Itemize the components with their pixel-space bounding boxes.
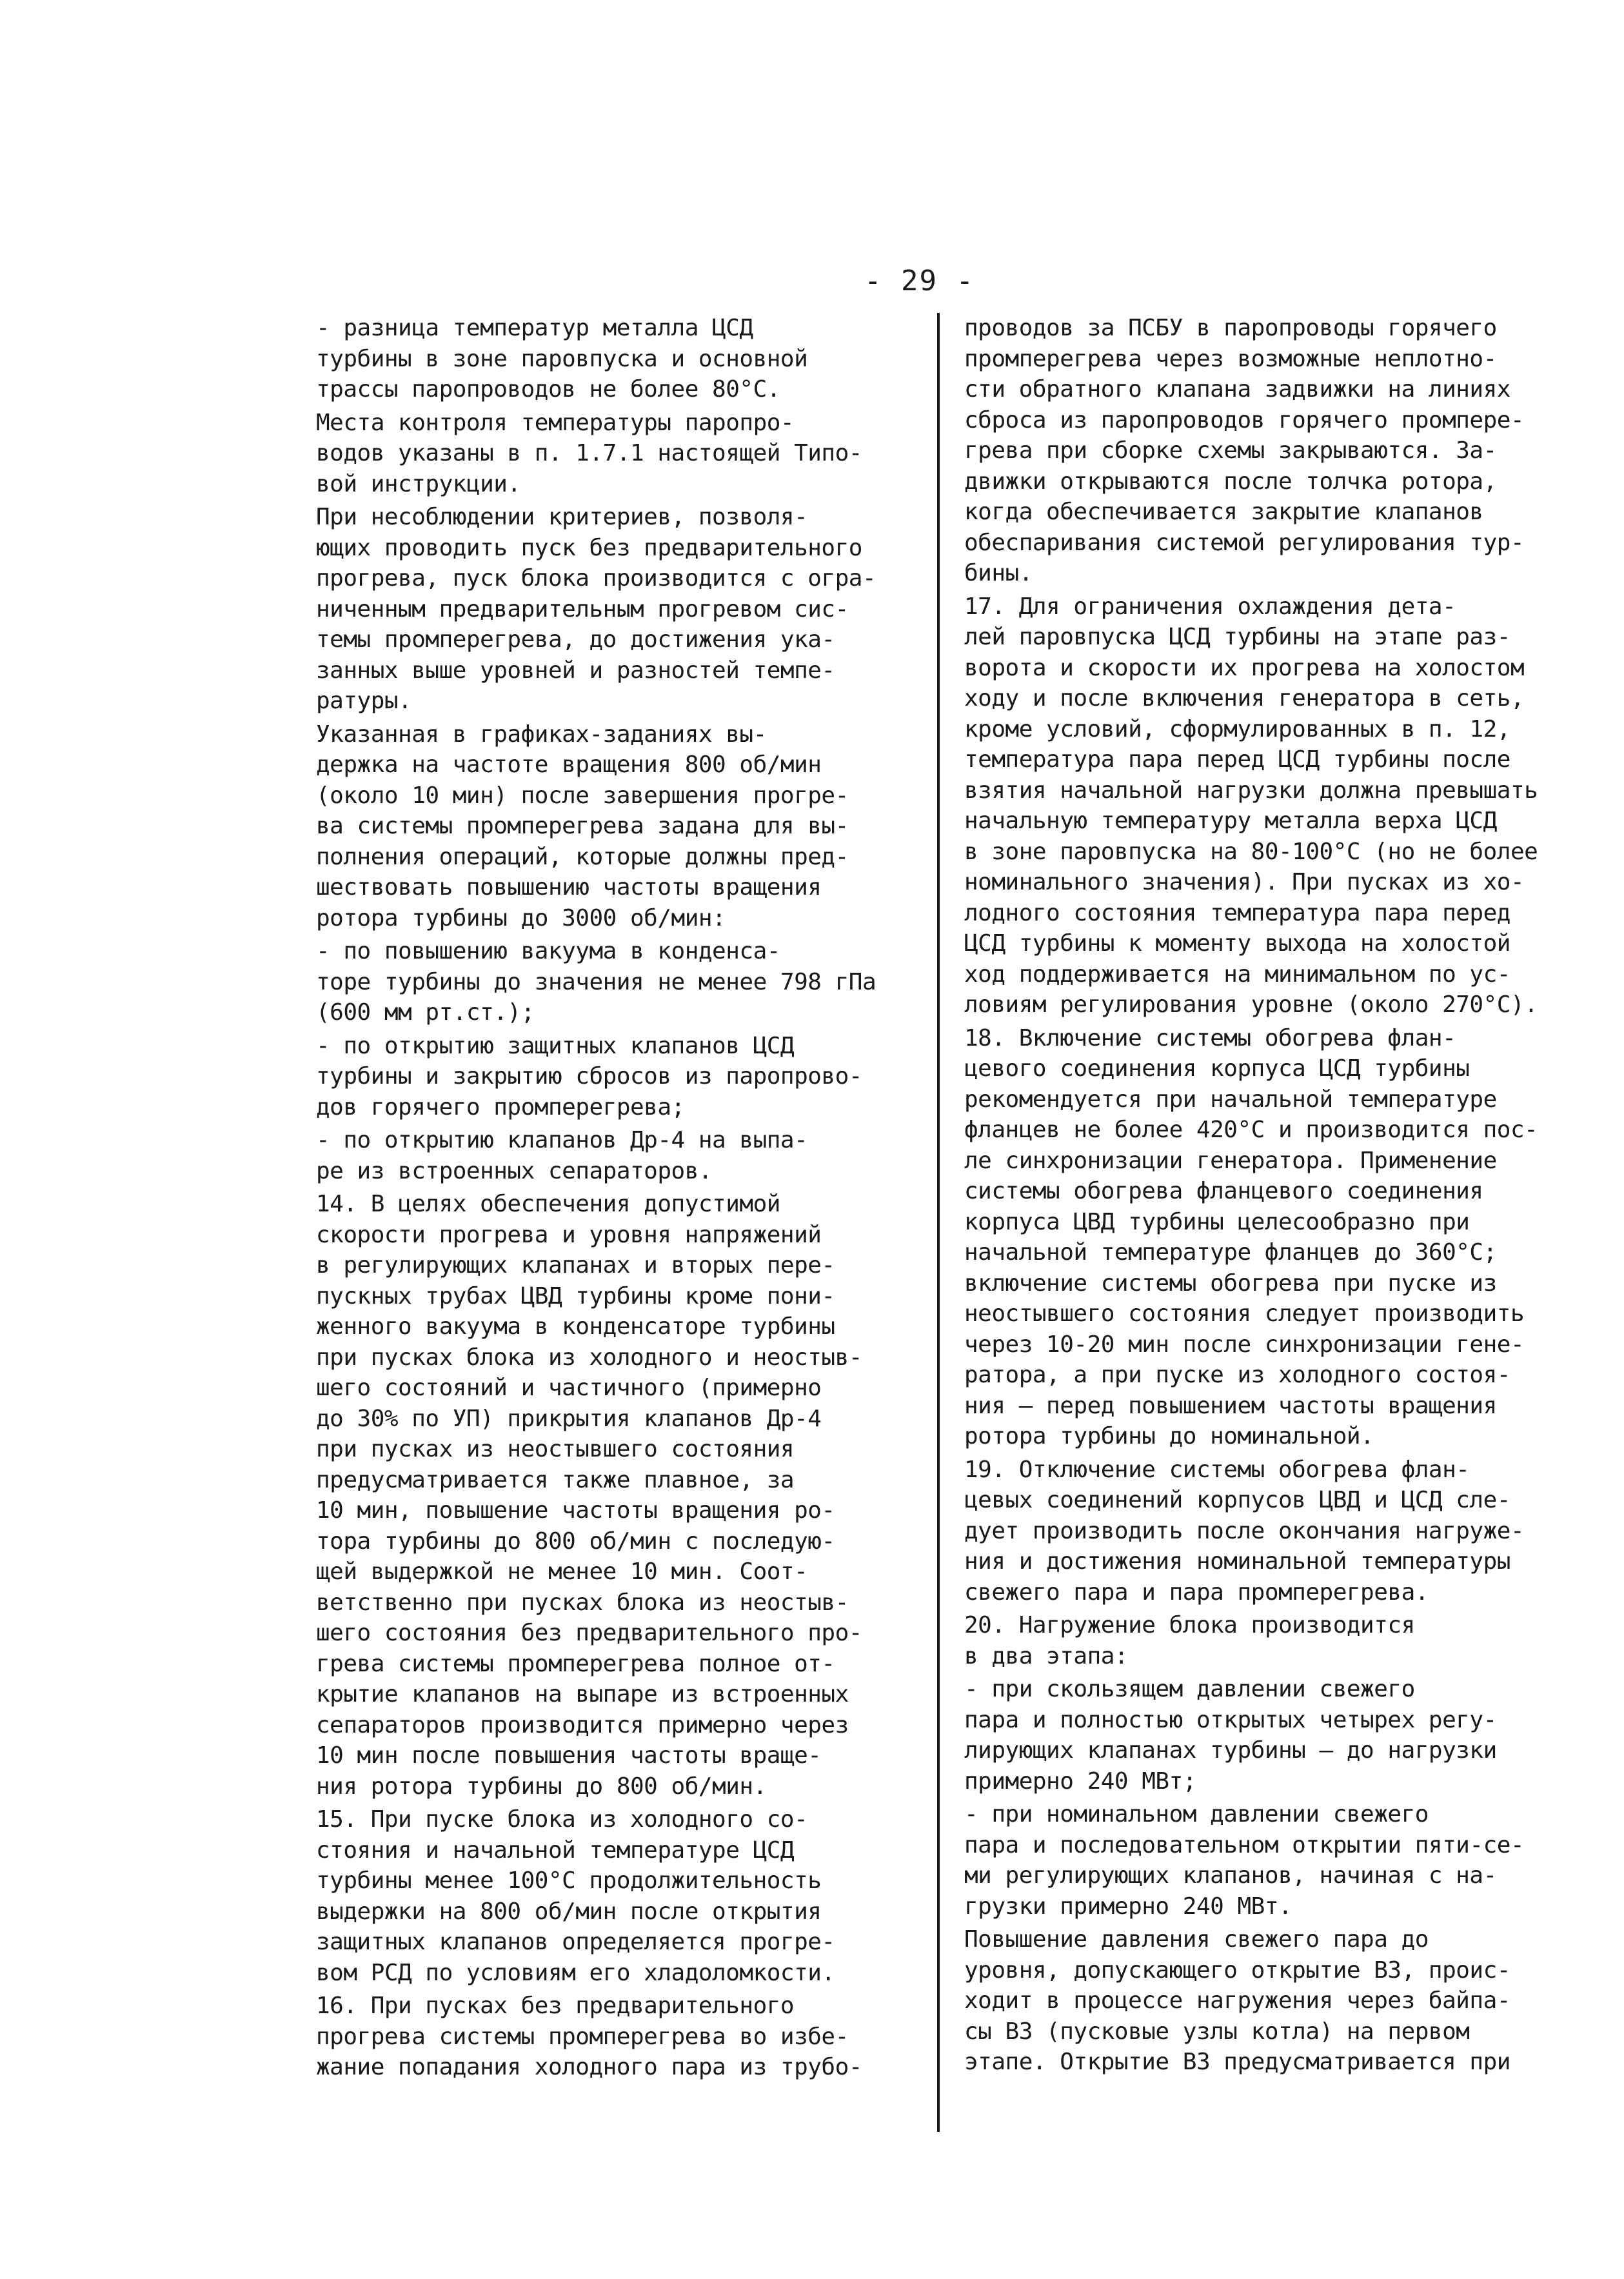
paragraph: [964, 313, 1596, 589]
text-line: ратора, а при пуске из холодного состоя-: [964, 1362, 1510, 1388]
text-line: занных выше уровней и разностей темпе-: [316, 657, 835, 684]
paragraph: [316, 313, 903, 405]
paragraph: [316, 1804, 903, 1988]
text-line: ми регулирующих клапанов, начиная с на-: [964, 1862, 1497, 1889]
text-line: свежего пара и пара промперегрева.: [964, 1578, 1429, 1606]
paragraph: [316, 1189, 903, 1802]
text-line: Указанная в графиках-заданиях вы-: [316, 721, 767, 748]
text-line: - при скользящем давлении свежего: [964, 1676, 1415, 1702]
text-line: шего состояния без предварительного про-: [316, 1620, 862, 1646]
text-line: в зоне паровпуска на 80-100°С (но не более: [964, 838, 1538, 865]
text-line: вом РСД по условиям его хладоломкости.: [316, 1959, 835, 1986]
text-line: ходит в процессе нагружения через байпа-: [964, 1987, 1510, 2014]
text-line: температура пара перед ЦСД турбины после: [964, 746, 1510, 773]
text-line: цевого соединения корпуса ЦСД турбины: [964, 1055, 1470, 1082]
text-line: 20. Нагружение блока производится: [964, 1612, 1415, 1638]
text-line: - при номинальном давлении свежего: [964, 1801, 1429, 1827]
text-line: ходу и после включения генератора в сеть,: [964, 685, 1525, 712]
text-line: лирующих клапанах турбины — до нагрузки: [964, 1737, 1497, 1764]
text-line: фланцев не более 420°С и производится пос-: [964, 1117, 1538, 1143]
text-line: примерно 240 МВт;: [964, 1767, 1196, 1795]
text-line: защитных клапанов определяется прогре-: [316, 1929, 835, 1955]
text-line: - по повышению вакуума в конденса-: [316, 938, 780, 964]
text-line: ния ротора турбины до 800 об/мин.: [316, 1773, 767, 1800]
text-line: жание попадания холодного пара из трубо-: [316, 2054, 862, 2080]
text-line: ротора турбины до 3000 об/мин:: [316, 904, 726, 931]
text-line: шествовать повышению частоты вращения: [316, 874, 822, 901]
paragraph: [964, 1799, 1596, 1922]
text-line: Места контроля температуры паропро-: [316, 409, 795, 436]
text-line: торе турбины до значения не менее 798 гПа: [316, 968, 876, 995]
text-line: через 10-20 мин после синхронизации гене-: [964, 1331, 1525, 1358]
paragraph: [964, 592, 1596, 1020]
text-line: грузки примерно 240 МВт.: [964, 1893, 1292, 1920]
paragraph: [316, 719, 903, 934]
text-line: предусматривается также плавное, за: [316, 1466, 795, 1493]
text-line: ле синхронизации генератора. Применение: [964, 1147, 1497, 1174]
text-line: турбины и закрытию сбросов из паропрово-: [316, 1063, 862, 1090]
text-line: ратуры.: [316, 688, 412, 714]
text-line: скорости прогрева и уровня напряжений: [316, 1221, 822, 1248]
text-line: лей паровпуска ЦСД турбины на этапе раз-: [964, 624, 1510, 650]
paragraph: [316, 408, 903, 500]
text-line: начальную температуру металла верха ЦСД: [964, 808, 1497, 834]
text-line: 18. Включение системы обогрева флан-: [964, 1024, 1456, 1051]
text-line: 16. При пусках без предварительного: [316, 1993, 795, 2019]
text-line: крытие клапанов на выпаре из встроенных: [316, 1681, 849, 1707]
text-line: 14. В целях обеспечения допустимой: [316, 1191, 780, 1217]
text-line: рекомендуется при начальной температуре: [964, 1086, 1497, 1113]
text-line: пара и полностью открытых четырех регу-: [964, 1706, 1497, 1733]
text-line: сти обратного клапана задвижки на линиях: [964, 376, 1510, 403]
text-line: - по открытию защитных клапанов ЦСД: [316, 1032, 795, 1059]
right-text-column: [964, 313, 1596, 2080]
text-line: (около 10 мин) после завершения прогре-: [316, 782, 849, 809]
text-line: ловиям регулирования уровне (около 270°С).: [964, 991, 1538, 1018]
text-line: в два этапа:: [964, 1642, 1129, 1669]
text-line: грева при сборке схемы закрываются. За-: [964, 437, 1497, 464]
text-line: ния — перед повышением частоты вращения: [964, 1392, 1497, 1419]
text-line: турбины менее 100°С продолжительность: [316, 1867, 822, 1894]
paragraph: [316, 1031, 903, 1123]
text-line: системы обогрева фланцевого соединения: [964, 1178, 1483, 1204]
text-line: тора турбины до 800 об/мин с последую-: [316, 1528, 835, 1555]
paragraph: [964, 1674, 1596, 1796]
text-line: корпуса ЦВД турбины целесообразно при: [964, 1208, 1470, 1235]
paragraph: [964, 1610, 1596, 1671]
text-line: выдержки на 800 об/мин после открытия: [316, 1898, 822, 1925]
text-line: движки открываются после толчка ротора,: [964, 468, 1497, 495]
text-line: неостывшего состояния следует производить: [964, 1300, 1525, 1327]
text-line: ре из встроенных сепараторов.: [316, 1157, 713, 1184]
text-line: взятия начальной нагрузки должна превышать: [964, 777, 1538, 804]
text-line: обеспаривания системой регулирования тур-: [964, 529, 1525, 556]
text-line: - разница температур металла ЦСД: [316, 315, 753, 341]
paragraph: [964, 1455, 1596, 1608]
text-line: кроме условий, сформулированных в п. 12,: [964, 715, 1510, 742]
text-line: включение системы обогрева при пуске из: [964, 1269, 1497, 1297]
text-line: При несоблюдении критериев, позволя-: [316, 504, 808, 530]
text-line: - по открытию клапанов Др-4 на выпа-: [316, 1127, 808, 1153]
text-line: стояния и начальной температуре ЦСД: [316, 1836, 795, 1864]
text-line: трассы паропроводов не более 80°С.: [316, 376, 780, 403]
text-line: ющих проводить пуск без предварительного: [316, 534, 862, 561]
column-divider: [937, 313, 940, 2132]
text-line: грева системы промперегрева полное от-: [316, 1650, 835, 1677]
text-line: дов горячего промперегрева;: [316, 1093, 685, 1120]
text-line: бины.: [964, 560, 1033, 586]
text-line: темы промперегрева, до достижения ука-: [316, 626, 835, 653]
paragraph: [316, 1991, 903, 2083]
text-line: до 30% по УП) прикрытия клапанов Др-4: [316, 1405, 822, 1432]
text-line: цевых соединений корпусов ЦВД и ЦСД сле-: [964, 1487, 1510, 1513]
page-number: - 29 -: [864, 264, 975, 297]
text-line: турбины в зоне паровпуска и основной: [316, 345, 808, 372]
text-line: когда обеспечивается закрытие клапанов: [964, 499, 1483, 525]
paragraph: [316, 502, 903, 717]
text-line: начальной температуре фланцев до 360°С;: [964, 1239, 1497, 1266]
text-line: ротора турбины до номинальной.: [964, 1423, 1374, 1449]
text-line: при пусках из неостывшего состояния: [316, 1436, 795, 1462]
text-line: 15. При пуске блока из холодного со-: [316, 1806, 808, 1833]
text-line: женного вакуума в конденсаторе турбины: [316, 1313, 835, 1340]
text-line: проводов за ПСБУ в паропроводы горячего: [964, 315, 1497, 341]
text-line: ва системы промперегрева задана для вы-: [316, 813, 849, 839]
text-line: держка на частоте вращения 800 об/мин: [316, 751, 822, 778]
text-line: уровня, допускающего открытие ВЗ, проис-: [964, 1956, 1510, 1984]
text-line: пускных трубах ЦВД турбины кроме пони-: [316, 1282, 835, 1309]
text-line: шего состояний и частичного (примерно: [316, 1375, 822, 1401]
paragraph: [316, 1125, 903, 1186]
paragraph: [964, 1023, 1596, 1452]
text-line: 10 мин после повышения частоты враще-: [316, 1742, 822, 1769]
text-line: в регулирующих клапанах и вторых пере-: [316, 1252, 835, 1279]
paragraph: [964, 1924, 1596, 2078]
text-line: ворота и скорости их прогрева на холостом: [964, 654, 1525, 681]
text-line: ниченным предварительным прогревом сис-: [316, 595, 849, 622]
text-line: ход поддерживается на минимальном по ус-: [964, 960, 1510, 988]
text-line: ния и достижения номинальной температуры: [964, 1548, 1510, 1575]
text-line: щей выдержкой не менее 10 мин. Соот-: [316, 1558, 808, 1585]
text-line: этапе. Открытие ВЗ предусматривается при: [964, 2049, 1510, 2075]
text-line: водов указаны в п. 1.7.1 настоящей Типо-: [316, 440, 862, 466]
text-line: пара и последовательном открытии пяти-се-: [964, 1831, 1525, 1858]
text-line: лодного состояния температура пара перед: [964, 899, 1510, 926]
text-line: (600 мм рт.ст.);: [316, 999, 535, 1026]
text-line: 10 мин, повышение частоты вращения ро-: [316, 1497, 835, 1524]
text-line: прогрева системы промперегрева во избе-: [316, 2023, 849, 2050]
text-line: промперегрева через возможные неплотно-: [964, 345, 1497, 372]
text-line: сы ВЗ (пусковые узлы котла) на первом: [964, 2018, 1470, 2045]
text-line: дует производить после окончания нагруже-: [964, 1517, 1525, 1544]
text-line: прогрева, пуск блока производится с огра-: [316, 565, 876, 592]
text-line: 17. Для ограничения охлаждения дета-: [964, 593, 1456, 620]
text-line: при пусках блока из холодного и неостыв-: [316, 1344, 862, 1371]
left-text-column: [316, 313, 903, 2085]
paragraph: [316, 936, 903, 1028]
text-line: Повышение давления свежего пара до: [964, 1926, 1429, 1953]
text-line: ветственно при пусках блока из неостыв-: [316, 1589, 849, 1616]
text-line: сепараторов производится примерно через: [316, 1711, 849, 1738]
text-line: номинального значения). При пусках из хо-: [964, 869, 1525, 895]
text-line: 19. Отключение системы обогрева флан-: [964, 1456, 1470, 1483]
text-line: полнения операций, которые должны пред-: [316, 843, 849, 870]
text-line: сброса из паропроводов горячего промпере-: [964, 406, 1525, 433]
text-line: вой инструкции.: [316, 470, 521, 497]
text-line: ЦСД турбины к моменту выхода на холостой: [964, 930, 1510, 957]
